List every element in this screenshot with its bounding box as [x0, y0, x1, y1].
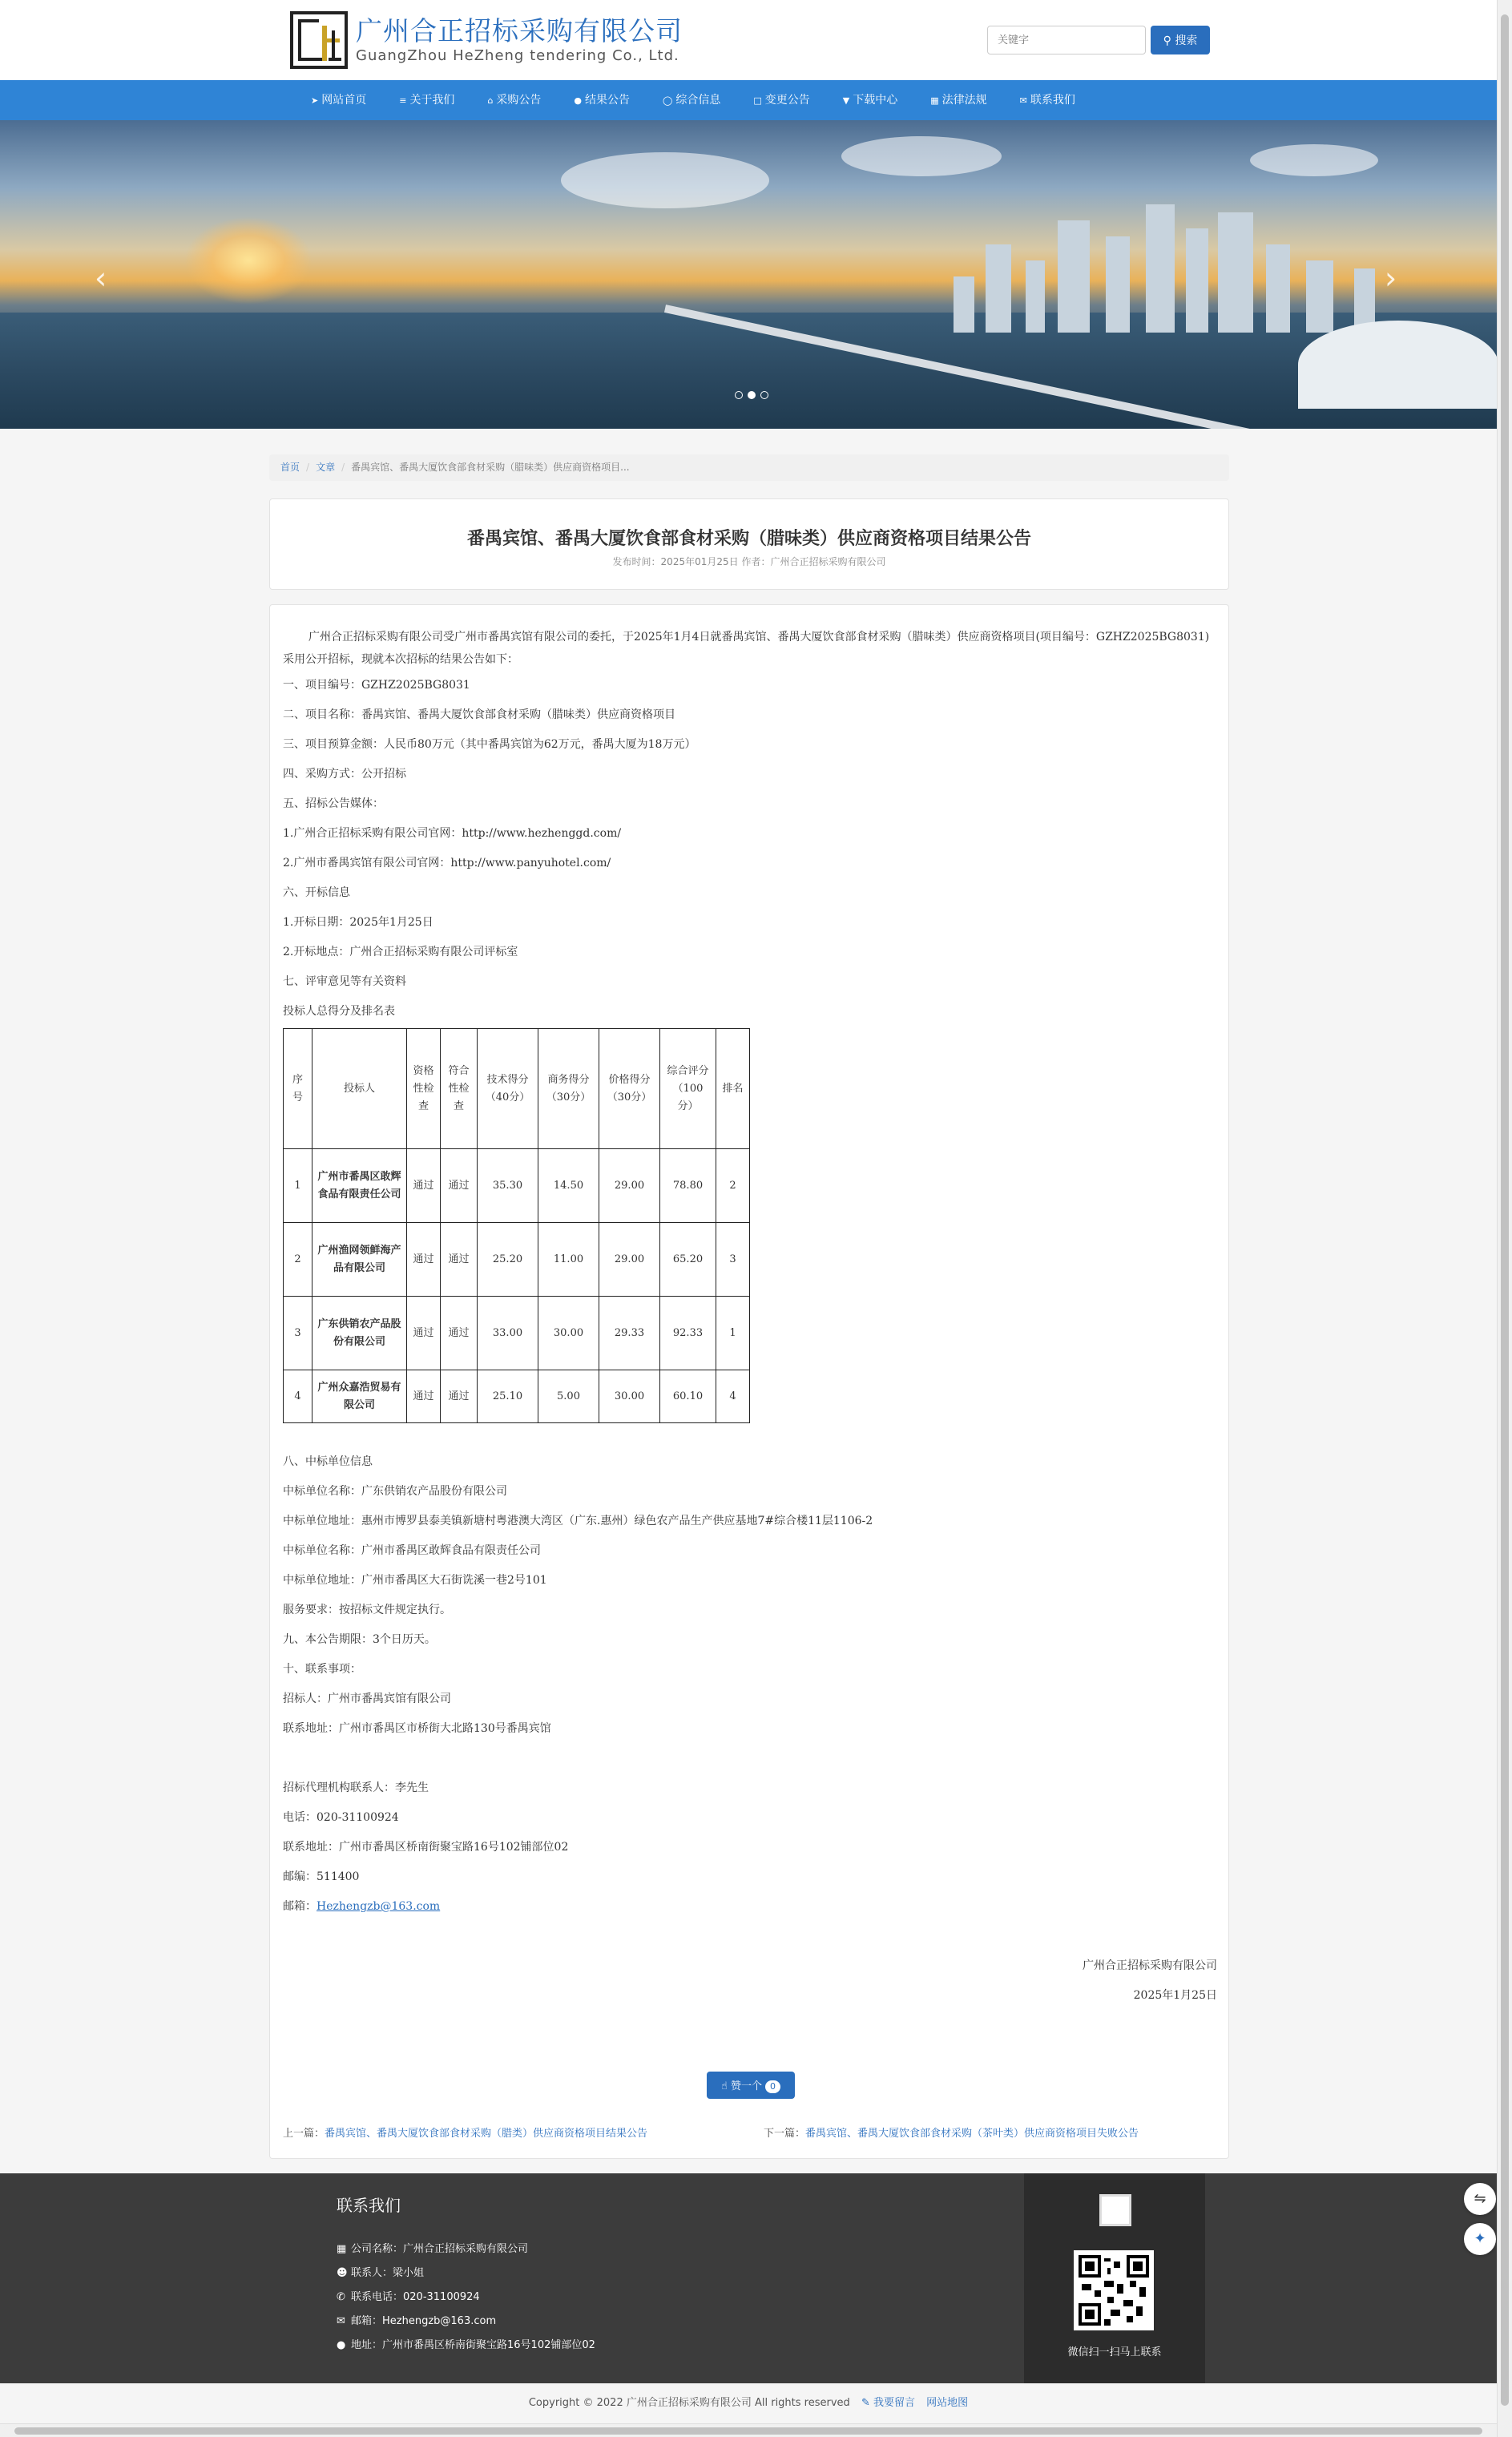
phone-icon: ✆: [337, 2291, 345, 2303]
article-line: 联系地址：广州市番禺区市桥街大北路130号番禺宾馆: [283, 1722, 551, 1735]
article-line: 服务要求：按招标文件规定执行。: [283, 1604, 451, 1616]
banner-cloud: [1250, 144, 1378, 176]
table-cell: 1: [716, 1297, 750, 1370]
prev-article-link[interactable]: 番禺宾馆、番禺大厦饮食部食材采购（腊类）供应商资格项目结果公告: [325, 2128, 648, 2140]
table-cell: 25.10: [478, 1370, 538, 1423]
nav-item-label: 结果公告: [585, 94, 631, 107]
table-header: 价格得分（30分）: [599, 1029, 660, 1149]
nav-item-label: 综合信息: [675, 94, 721, 107]
table-cell: 92.33: [660, 1297, 716, 1370]
footer-contact-text: 联系人：梁小姐: [351, 2267, 425, 2279]
spacer: [283, 1744, 1217, 1773]
table-row: [284, 1297, 750, 1370]
table-header: 综合评分（100分）: [660, 1029, 716, 1149]
nav-item-general[interactable]: [663, 80, 720, 120]
message-link[interactable]: [861, 2397, 915, 2409]
article-line: 中标单位地址：惠州市博罗县泰美镇新塘村粤港澳大湾区（广东.惠州）绿色农产品生产供应基地7#综合楼11层1106-2: [283, 1515, 873, 1527]
banner-building: [1058, 220, 1090, 333]
table-cell: 广州市番禺区敢辉食品有限责任公司: [312, 1149, 407, 1223]
table-header-row: [284, 1029, 750, 1149]
nav-item-label: 变更公告: [764, 94, 810, 107]
table-cell: 3: [716, 1223, 750, 1297]
article-line: 投标人总得分及排名表: [283, 1005, 395, 1018]
article-line: 五、招标公告媒体：: [283, 797, 384, 810]
table-cell: 11.00: [538, 1223, 599, 1297]
hero-carousel[interactable]: [0, 120, 1497, 429]
article-line: 十、联系事项：: [283, 1663, 361, 1676]
email-label: 邮箱：: [283, 1900, 317, 1913]
banner-building: [1026, 260, 1045, 333]
carousel-prev-arrow-icon[interactable]: ‹: [95, 260, 107, 296]
copyright-bar: [0, 2383, 1497, 2423]
article-line: 招标代理机构联系人：李先生: [283, 1781, 429, 1794]
users-icon: ☻: [337, 2267, 348, 2279]
article-line: 1.开标日期：2025年1月25日: [283, 916, 433, 929]
table-cell: 2: [284, 1223, 312, 1297]
nav-item-label: 采购公告: [496, 94, 542, 107]
nav-item-procurement[interactable]: [487, 80, 541, 120]
banner-building: [1266, 244, 1290, 333]
banner-building: [1106, 236, 1130, 333]
map-marker-icon: ●: [337, 2339, 346, 2351]
footer-contact-info: [337, 2237, 595, 2358]
spacer: [283, 1922, 1217, 1951]
table-cell: 30.00: [538, 1297, 599, 1370]
footer-contact: [337, 2261, 595, 2286]
logo-mark-icon: [290, 11, 348, 69]
table-cell: 33.00: [478, 1297, 538, 1370]
wechat-qr-code: [1074, 2250, 1154, 2330]
table-row: [284, 1370, 750, 1423]
email-link[interactable]: Hezhengzb@163.com: [317, 1900, 441, 1913]
table-cell: 2: [716, 1149, 750, 1223]
info-circle-icon: ●: [574, 95, 583, 106]
table-cell: 通过: [407, 1223, 441, 1297]
article-line: 二、项目名称：番禺宾馆、番禺大厦饮食部食材采购（腊味类）供应商资格项目: [283, 708, 675, 721]
banner-building: [1146, 204, 1175, 333]
site-footer: [0, 2173, 1497, 2383]
table-header: 符合性检查: [441, 1029, 478, 1149]
table-cell: 3: [284, 1297, 312, 1370]
table-cell: 通过: [441, 1297, 478, 1370]
footer-title: 联系我们: [337, 2196, 401, 2215]
article-line: 六、开标信息: [283, 886, 350, 899]
banner-building: [1186, 228, 1208, 333]
table-cell: 通过: [441, 1370, 478, 1423]
horizontal-scrollbar[interactable]: [0, 2423, 1497, 2437]
table-cell: 1: [284, 1149, 312, 1223]
nav-item-label: 下载中心: [853, 94, 898, 107]
law-icon: ▦: [930, 95, 939, 106]
footer-email-text: 邮箱：Hezhengzb@163.com: [351, 2315, 497, 2327]
search-bar: [987, 26, 1210, 54]
home-icon: ⌂: [487, 95, 494, 106]
table-header: 投标人: [312, 1029, 407, 1149]
qr-caption: 微信扫一扫马上联系: [1067, 2346, 1162, 2358]
breadcrumb-section[interactable]: 文章: [316, 462, 336, 473]
article-line: 七、评审意见等有关资料: [283, 975, 406, 988]
breadcrumb-home[interactable]: 首页: [280, 462, 300, 473]
translate-icon: ⇋: [1474, 2190, 1486, 2207]
table-header: 技术得分（40分）: [478, 1029, 538, 1149]
table-cell: 14.50: [538, 1149, 599, 1223]
article-intro: 广州合正招标采购有限公司受广州市番禺宾馆有限公司的委托，于2025年1月4日就番禺宾馆、番禺大厦饮食部食材采购（腊味类）供应商资格项目(项目编号：GZHZ2025BG8031)采用公开招标，现就本次招标的结果公告如下：: [283, 631, 1210, 666]
building-icon: ▦: [337, 2243, 347, 2255]
table-cell: 29.33: [599, 1297, 660, 1370]
banner-building: [1306, 260, 1333, 333]
company-name-cn: 广州合正招标采购有限公司: [356, 15, 683, 46]
article-line: 中标单位名称：广州市番禺区敢辉食品有限责任公司: [283, 1544, 541, 1557]
table-cell: 65.20: [660, 1223, 716, 1297]
site-logo[interactable]: [290, 11, 683, 69]
table-cell: 60.10: [660, 1370, 716, 1423]
article-line: 中标单位地址：广州市番禺区大石街诜溪一巷2号101: [283, 1574, 547, 1587]
table-cell: 5.00: [538, 1370, 599, 1423]
download-icon: ▼: [842, 95, 850, 106]
nav-item-label: 网站首页: [321, 94, 367, 107]
search-input[interactable]: [987, 26, 1146, 54]
banner-building: [986, 244, 1011, 333]
article-body: [269, 604, 1229, 2159]
assistant-float-button[interactable]: [1464, 2223, 1496, 2255]
table-row: [284, 1149, 750, 1223]
table-header: 商务得分（30分）: [538, 1029, 599, 1149]
table-cell: 广州渔网领鲜海产品有限公司: [312, 1223, 407, 1297]
article-line: 电话：020-31100924: [283, 1811, 399, 1824]
contact-icon: ✉: [1019, 95, 1027, 106]
vertical-scroll-thumb[interactable]: [1501, 14, 1509, 2406]
list-icon: ≡: [399, 95, 407, 106]
article-line: 2.开标地点：广州合正招标采购有限公司评标室: [283, 946, 518, 958]
article-line: 联系地址：广州市番禺区桥南街聚宝路16号102铺部位02: [283, 1841, 569, 1854]
spacer: [283, 1423, 1217, 1447]
article-line: 三、项目预算金额：人民币80万元（其中番禺宾馆为62万元，番禺大厦为18万元）: [283, 738, 696, 751]
carousel-dot[interactable]: [760, 391, 768, 399]
article-email-line: [283, 1892, 1217, 1922]
nav-item-downloads[interactable]: [843, 80, 897, 120]
search-button[interactable]: [1151, 26, 1210, 54]
banner-building: [954, 276, 974, 333]
table-cell: 35.30: [478, 1149, 538, 1223]
nav-item-label: 法律法规: [941, 94, 987, 107]
edit-icon: ✎: [861, 2397, 870, 2409]
table-row: [284, 1223, 750, 1297]
prev-label: 上一篇：: [283, 2128, 325, 2140]
signature-date: 2025年1月25日: [1133, 1989, 1217, 2002]
table-cell: 通过: [407, 1297, 441, 1370]
horizontal-scroll-thumb[interactable]: [14, 2427, 1482, 2435]
article-line: 1.广州合正招标采购有限公司官网：http://www.hezhenggd.com/: [283, 827, 622, 840]
article-line: 中标单位名称：广东供销农产品股份有限公司: [283, 1485, 507, 1498]
score-table: [283, 1028, 750, 1423]
assistant-icon: ✦: [1474, 2230, 1486, 2247]
table-cell: 通过: [407, 1149, 441, 1223]
message-link-label: 我要留言: [873, 2397, 915, 2409]
like-label: 赞一个: [731, 2080, 763, 2092]
article-line: 2.广州市番禺宾馆有限公司官网：http://www.panyuhotel.com/: [283, 857, 611, 869]
article-content: [283, 626, 1217, 2011]
search-icon: ⚲: [1163, 34, 1171, 47]
table-cell: 通过: [407, 1370, 441, 1423]
table-cell: 29.00: [599, 1223, 660, 1297]
table-header: 资格性检查: [407, 1029, 441, 1149]
breadcrumb-current: 番禺宾馆、番禺大厦饮食部食材采购（腊味类）供应商资格项目...: [351, 462, 630, 473]
article-pagination: [283, 2124, 1217, 2140]
footer-address: [337, 2334, 595, 2358]
like-count-badge: 0: [765, 2080, 780, 2093]
article-line: 九、本公告期限：3个日历天。: [283, 1633, 436, 1646]
article-line: 邮编：511400: [283, 1870, 360, 1883]
search-button-label: 搜索: [1175, 34, 1198, 47]
banner-cloud: [561, 152, 769, 208]
table-cell: 4: [284, 1370, 312, 1423]
table-cell: 4: [716, 1370, 750, 1423]
nav-item-home[interactable]: [311, 80, 366, 120]
footer-address-text: 地址：广州市番禺区桥南街聚宝路16号102铺部位02: [351, 2339, 595, 2351]
footer-logo-icon: [1099, 2194, 1131, 2226]
like-button[interactable]: [707, 2072, 795, 2099]
company-name-en: GuangZhou HeZheng tendering Co., Ltd.: [356, 47, 679, 64]
nav-item-label: 联系我们: [1030, 94, 1075, 107]
table-cell: 30.00: [599, 1370, 660, 1423]
bulb-icon: ◯: [663, 95, 673, 106]
footer-company-text: 公司名称：广州合正招标采购有限公司: [351, 2243, 529, 2255]
article-title: 番禺宾馆、番禺大厦饮食部食材采购（腊味类）供应商资格项目结果公告: [466, 529, 1031, 549]
footer-company: [337, 2237, 595, 2261]
footer-phone-text: 联系电话：020-31100924: [351, 2291, 480, 2303]
article-line: 一、项目编号：GZHZ2025BG8031: [283, 679, 470, 692]
banner-sun: [184, 216, 312, 305]
banner-cloud: [841, 136, 1002, 176]
breadcrumb-sep: /: [306, 462, 310, 473]
next-article: [764, 2124, 1139, 2140]
translate-float-button[interactable]: [1464, 2183, 1496, 2215]
sitemap-link[interactable]: 网站地图: [926, 2397, 969, 2409]
vertical-scrollbar[interactable]: [1497, 0, 1512, 2437]
table-header: 排名: [716, 1029, 750, 1149]
carousel-dot-active[interactable]: [748, 391, 756, 399]
footer-qr-panel: [1024, 2173, 1205, 2383]
banner-building: [1218, 212, 1253, 333]
table-cell: 广东供销农产品股份有限公司: [312, 1297, 407, 1370]
table-cell: 通过: [441, 1223, 478, 1297]
next-label: 下一篇：: [764, 2128, 806, 2140]
article-meta: 发布时间：2025年01月25日 作者：广州合正招标采购有限公司: [612, 556, 886, 567]
copyright-text: Copyright © 2022 广州合正招标采购有限公司 All rights reserved: [528, 2397, 850, 2409]
carousel-next-arrow-icon[interactable]: ›: [1385, 260, 1397, 296]
paper-plane-icon: ➤: [311, 95, 319, 106]
article-line: 四、采购方式：公开招标: [283, 768, 406, 781]
next-article-link[interactable]: 番禺宾馆、番禺大厦饮食部食材采购（茶叶类）供应商资格项目失败公告: [805, 2128, 1139, 2140]
nav-item-results[interactable]: [574, 80, 630, 120]
table-cell: 广州众嘉浩贸易有限公司: [312, 1370, 407, 1423]
breadcrumb-sep: /: [341, 462, 345, 473]
nav-item-about[interactable]: [399, 80, 454, 120]
banner-arena: [1298, 321, 1497, 409]
table-cell: 25.20: [478, 1223, 538, 1297]
nav-item-changes[interactable]: [753, 80, 809, 120]
thumbs-up-icon: ☝: [720, 2080, 728, 2092]
table-cell: 78.80: [660, 1149, 716, 1223]
breadcrumb: [269, 454, 1229, 481]
article-header: [269, 498, 1229, 590]
main-nav: [0, 80, 1497, 120]
footer-phone: [337, 2286, 595, 2310]
table-header: 序号: [284, 1029, 312, 1149]
footer-email: [337, 2310, 595, 2334]
window-icon: □: [753, 95, 762, 106]
carousel-dot[interactable]: [735, 391, 743, 399]
nav-item-contact[interactable]: [1020, 80, 1075, 120]
site-header: [0, 0, 1497, 80]
article-line: 八、中标单位信息: [283, 1455, 373, 1468]
nav-item-laws[interactable]: [930, 80, 986, 120]
envelope-icon: ✉: [337, 2315, 345, 2327]
signature-company: 广州合正招标采购有限公司: [1083, 1959, 1217, 1972]
nav-item-label: 关于我们: [409, 94, 455, 107]
qr-code-icon: [1079, 2255, 1149, 2326]
table-cell: 29.00: [599, 1149, 660, 1223]
carousel-indicators: [732, 391, 771, 399]
table-cell: 通过: [441, 1149, 478, 1223]
article-line: 招标人：广州市番禺宾馆有限公司: [283, 1693, 451, 1705]
